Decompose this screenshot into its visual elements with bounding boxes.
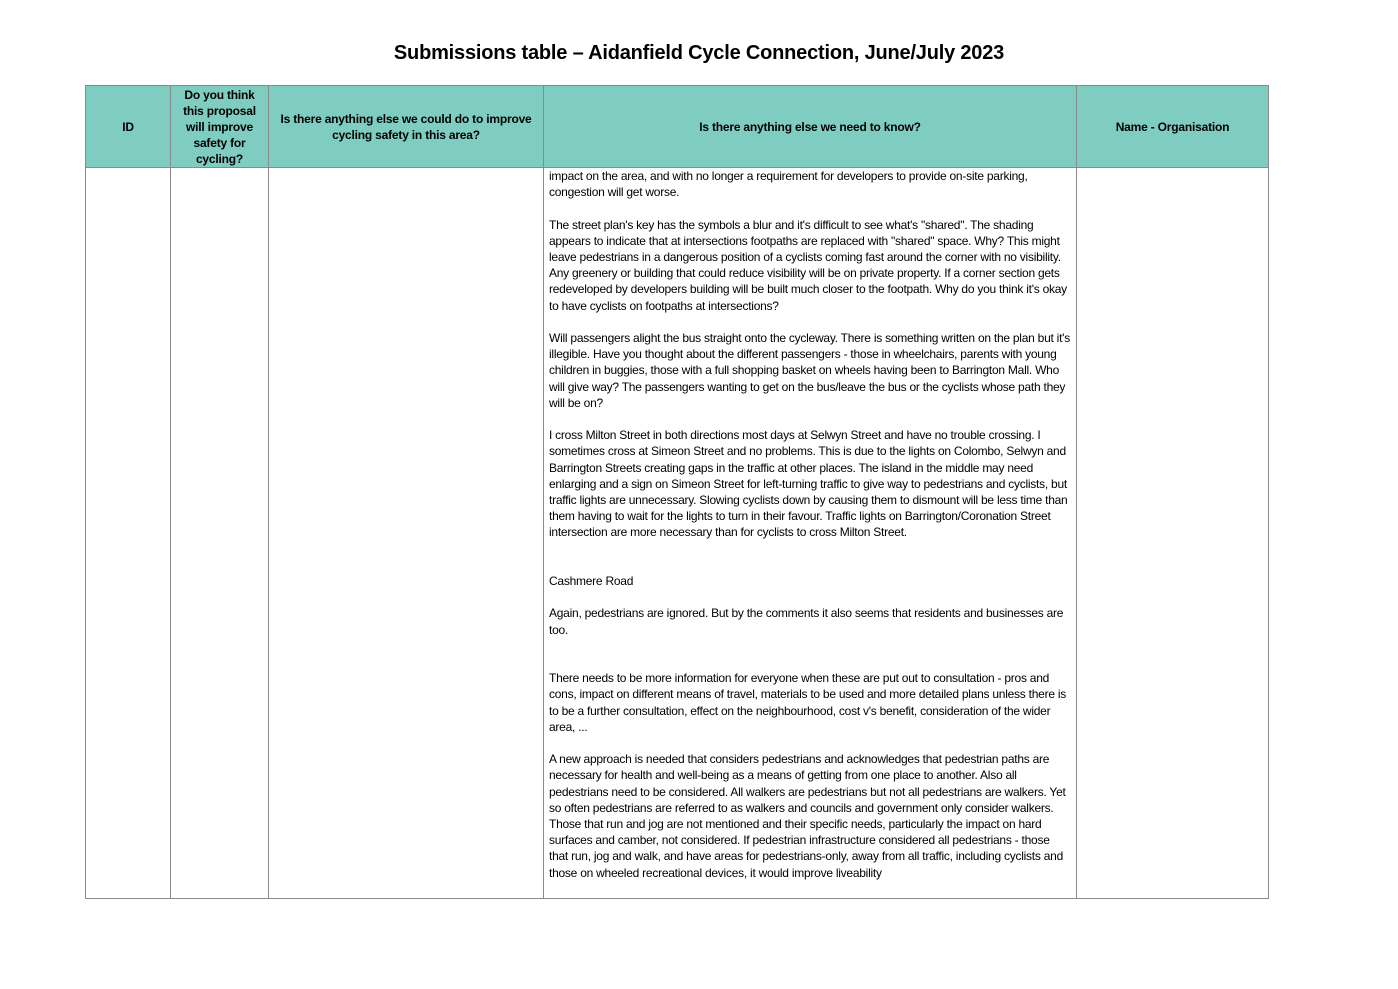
cell-id xyxy=(86,168,171,899)
header-anything-else-know xyxy=(544,86,1077,168)
comment-paragraph: There needs to be more information for everyone when these are put out to consultation - pros and cons, impact on different means of travel, materials to be used and more detailed plans unless there is to be a further consultation, effect on the neighbourhood, cost v's benefit, consideration of the wider area, ... xyxy=(549,671,1066,734)
comment-paragraph: A new approach is needed that considers pedestrians and acknowledges that pedestrian paths are necessary for health and well-being as a means of getting from one place to another. Also all pedestrians need to be considered. All walkers are pedestrians but not all pedestrians are walkers. Yet so often pedestrians are referred to as walkers and councils and government only consider walkers. Those that run and jog are not mentioned and their specific needs, particularly the impact on hard surfaces and camber, not considered. If pedestrian infrastructure considered all pedestrians - those that run, jog and walk, and have areas for pedestrians-only, away from all traffic, including cyclists and those on wheeled recreational devices, it would improve liveability xyxy=(549,752,1066,880)
header-improve-safety xyxy=(171,86,269,168)
comment-paragraph: I cross Milton Street in both directions most days at Selwyn Street and have no trouble crossing. I sometimes cross at Simeon Street and no problems. This is due to the lights on Colombo, Selwyn and Barrington Streets creating gaps in the traffic at other places. The island in the middle may need enlarging and a sign on Simeon Street for left-turning traffic to give way to pedestrians and cyclists, but traffic lights are unnecessary. Slowing cyclists down by causing them to dismount will be less time than them having to wait for the lights to turn in their favour. Traffic lights on Barrington/Coronation Street intersection are more necessary than for cyclists to cross Milton Street. xyxy=(549,428,1068,540)
comment-subheading: Cashmere Road xyxy=(549,574,634,589)
submissions-table xyxy=(85,85,1269,899)
header-name-organisation xyxy=(1077,86,1269,168)
cell-anything-else-improve xyxy=(269,168,544,899)
header-id-label: ID xyxy=(122,119,134,134)
comment-paragraph: impact on the area, and with no longer a requirement for developers to provide on-site parking, congestion will get worse. xyxy=(549,169,1028,200)
table-header-row xyxy=(86,86,1269,168)
header-id xyxy=(86,86,171,168)
comment-paragraph: Again, pedestrians are ignored. But by the comments it also seems that residents and businesses are too. xyxy=(549,606,1064,637)
header-anything-else-improve-label: Is there anything else we could do to improve cycling safety in this area? xyxy=(280,111,532,142)
comment-paragraph: The street plan's key has the symbols a blur and it's difficult to see what's "shared". The shading appears to indicate that at intersections footpaths are replaced with "shared" space. Why? This might leave pedestrians in a dangerous position of a cyclists coming fast around the corner with no visibility. Any greenery or building that could reduce visibility will be on private property. If a corner section gets redeveloped by developers building will be built much closer to the footpath. Why do you think it's okay to have cyclists on footpaths at intersections? xyxy=(549,217,1067,313)
table-row xyxy=(86,168,1269,899)
cell-improve-safety xyxy=(171,168,269,899)
document-title: Submissions table – Aidanfield Cycle Connection, June/July 2023 xyxy=(393,42,1005,64)
header-anything-else-know-label: Is there anything else we need to know? xyxy=(699,119,921,134)
comments-text xyxy=(544,168,1076,881)
cell-comments xyxy=(544,168,1077,899)
cell-name-organisation xyxy=(1077,168,1269,899)
header-name-organisation-label: Name - Organisation xyxy=(1115,119,1230,134)
header-improve-safety-label: Do you think this proposal will improve safety for cycling? xyxy=(183,87,256,166)
header-anything-else-improve xyxy=(269,86,544,168)
comment-paragraph: Will passengers alight the bus straight onto the cycleway. There is something written on the plan but it's illegible. Have you thought about the different passengers - those in wheelchairs, parents with young children in buggies, those with a full shopping basket on wheels having been to Barrington Mall. Who will give way? The passengers wanting to get on the bus/leave the bus or the cyclists whose path they will be on? xyxy=(549,331,1070,410)
